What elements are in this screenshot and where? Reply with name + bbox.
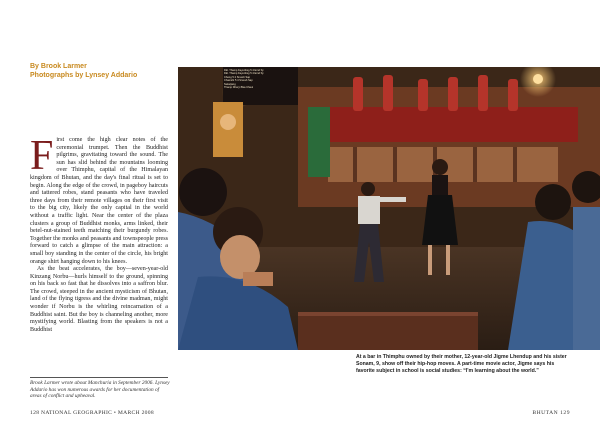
paragraph-2: As the beat accelerates, the boy—seven-year-old Kinzang Norbu—hurls himself to the ground, spinning on his back so fast that he dissolves into a saffron blur. The crowd, steeped in the ancient mysticism of Bhutan, land of the flying tigress and the divine madman, might wonder if Norbu is the whirling reincarnation of a Buddhist saint. But the boy is channeling another, more mystifying world. Blasting from the speakers is not a Buddhist	[30, 266, 168, 333]
folio-right: BHUTAN 129	[532, 410, 570, 416]
photo-caption: At a bar in Thimphu owned by their mother, 12-year-old Jigme Lhendup and his sister Sonam, 9, show off their hip-hop moves. A part-time movie actor, Jigme says his favorite subject in school is social studies: “I'm learning about the world.”	[356, 354, 567, 374]
menu-sign: Dkt. Thamp Fayenbsg 5 4 Emd Sy Dkt. Thamp Fayenbsg 5 4 Emd Sy Cheng 5 4 Srvesh Sap Chamshi 5 4 Srvesh Sap Sukarjang Thamp Dheryi Bsa Chaui	[224, 69, 264, 90]
article-body	[30, 133, 168, 334]
bar-photo	[178, 67, 600, 350]
drop-cap: F	[30, 133, 54, 179]
folio-left: 128 NATIONAL GEOGRAPHIC • MARCH 2008	[30, 410, 154, 416]
paragraph-1: First come the high clear notes of the ceremonial trumpet. Then the Buddhist pilgrims, gravitating toward the sound. The sun has slid behind the mountains looming over Thimphu, capital of the Himalayan kingdom of Bhutan, and the day's final ritual is set to begin. Along the edge of the crowd, in pageboy haircuts and tattered robes, stand peasants who have traveled three days from their remote villages on their first visit to the big city, likely the only capital in the world without a traffic light. Near the center of the plaza clusters a group of Buddhist monks, arms linked, their betel-nut-stained teeth matching their burgundy robes. Together the monks and peasants and townspeople press forward to catch a glimpse of the main attraction: a small boy standing in the center of the circle, his bright orange shirt hanging down to his knees.	[30, 133, 168, 265]
author-note-divider	[30, 377, 168, 378]
author-credit: By Brook Larmer	[30, 63, 87, 70]
photographer-credit: Photographs by Lynsey Addario	[30, 72, 138, 79]
photo-scene	[178, 67, 600, 350]
byline	[30, 62, 170, 80]
author-note: Brook Larmer wrote about Manchuria in September 2006. Lynsey Addario has won numerous awards for her documentation of areas of conflict and upheaval.	[30, 380, 170, 400]
